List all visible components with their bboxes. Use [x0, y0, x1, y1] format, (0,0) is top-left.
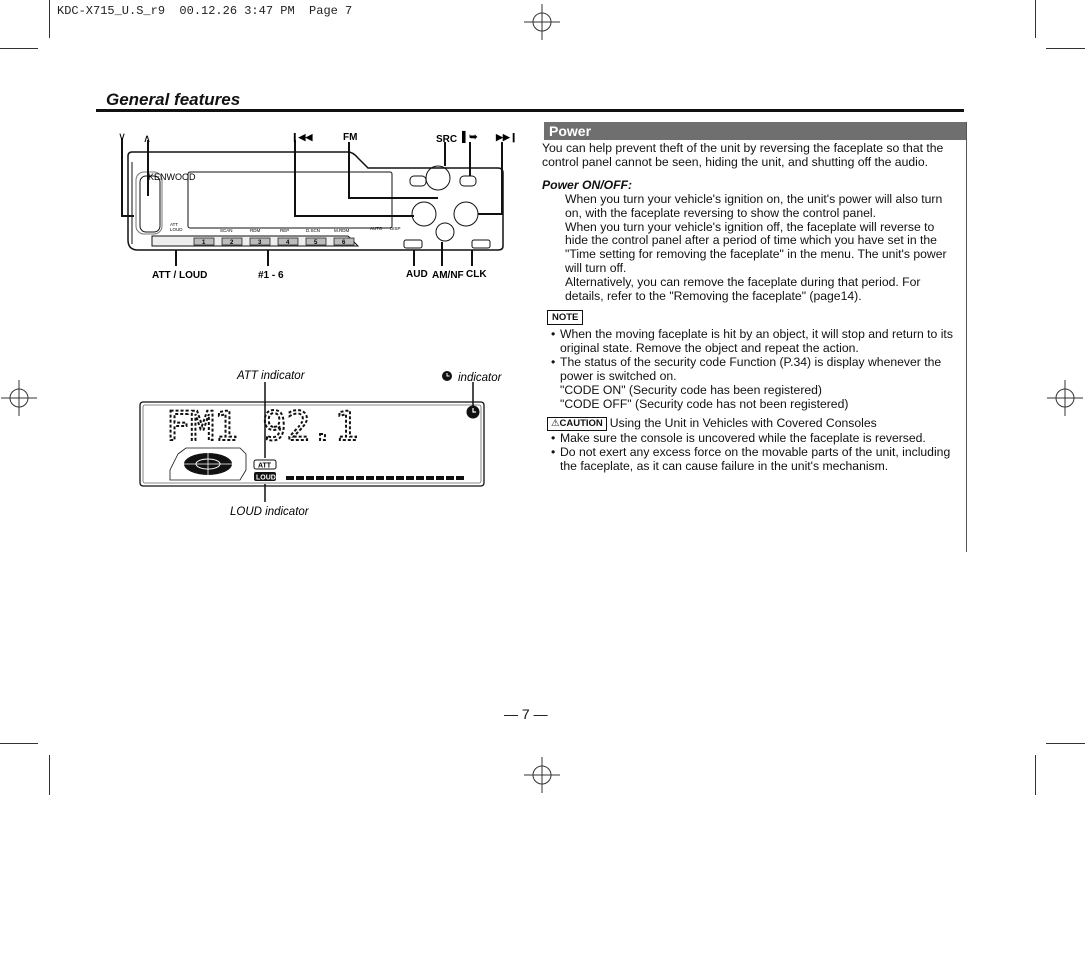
bullet-text: Make sure the console is uncovered while the faceplate is reversed.: [560, 431, 926, 446]
registration-mark-icon: [524, 757, 560, 793]
level-segment: [316, 476, 324, 480]
title-rule: [96, 109, 964, 112]
down-arrow-callout: ∨: [118, 131, 127, 143]
level-segment: [336, 476, 344, 480]
level-segment: [366, 476, 374, 480]
prev-track-callout: ❙◀◀: [291, 132, 313, 142]
att-badge: ATT: [258, 462, 272, 470]
fm-callout: FM: [343, 132, 358, 143]
caution-label: ⚠CAUTION: [547, 417, 607, 431]
bullet-text: The status of the security code Function (P.34) is display whenever the power is switched on.: [560, 354, 942, 383]
level-segment: [406, 476, 414, 480]
level-segment: [436, 476, 444, 480]
crop-mark: [1035, 755, 1036, 795]
list-item: • The status of the security code Function (P.34) is display whenever the power is switched on.: [542, 356, 958, 384]
bullet-text: When the moving faceplate is hit by an object, it will stop and return to its original state. Remove the object and repeat the action.: [560, 326, 953, 355]
list-item: • Make sure the console is uncovered while the faceplate is reversed.: [542, 432, 958, 446]
body-paragraph: When you turn your vehicle's ignition on, the unit's power will also turn on, with the faceplate reversing to show the control panel.: [565, 191, 943, 220]
display-diagram: [130, 362, 530, 522]
body-paragraph: Alternatively, you can remove the faceplate during that period. For details, refer to the "Removing the faceplate" (page14).: [565, 275, 921, 304]
level-meter: [286, 476, 464, 480]
registration-mark-icon: [1047, 380, 1083, 416]
preset-number: 3: [258, 240, 262, 246]
att-indicator-label: ATT indicator: [237, 370, 305, 382]
small-label: LOUD: [170, 227, 183, 232]
faceplate-callout: ▌➥: [462, 132, 478, 143]
small-label: SCAN: [220, 228, 233, 233]
level-segment: [396, 476, 404, 480]
level-segment: [456, 476, 464, 480]
level-segment: [346, 476, 354, 480]
caution-heading: [547, 417, 958, 431]
level-segment: [356, 476, 364, 480]
registration-mark-icon: [1, 380, 37, 416]
body-paragraph: When you turn your vehicle's ignition off, the faceplate will reverse to hide the control panel after a period of time which you have set in the "Time setting for removing the faceplate" in the menu. The unit's power will turn off.: [565, 219, 947, 276]
code-status-line: "CODE OFF" (Security code has not been registered): [560, 396, 849, 411]
small-label: D.SCN: [306, 228, 321, 233]
small-label: DISP: [390, 226, 401, 231]
am-nf-callout: AM/NF: [432, 270, 464, 281]
small-label: REP: [280, 228, 290, 233]
code-status-line: "CODE ON" (Security code has been registered): [560, 382, 822, 397]
display-readout: FM1 92.1: [166, 404, 359, 450]
crop-mark: [1046, 743, 1085, 744]
crop-mark: [49, 755, 50, 795]
section-header: Power: [544, 122, 966, 140]
att-loud-callout: ATT / LOUD: [152, 270, 208, 281]
small-label: M.RDM: [334, 228, 350, 233]
level-segment: [326, 476, 334, 480]
preset-number: 1: [202, 240, 206, 246]
preset-number: 4: [286, 240, 290, 246]
intro-paragraph: You can help prevent theft of the unit by reversing the faceplate so that the control panel cannot be seen, hiding the unit, and shutting off the audio.: [542, 141, 944, 169]
column-rule: [966, 122, 967, 552]
level-segment: [376, 476, 384, 480]
level-segment: [446, 476, 454, 480]
file-slug: KDC-X715_U.S_r9 00.12.26 3:47 PM Page 7: [57, 4, 353, 18]
level-segment: [306, 476, 314, 480]
preset-number: 5: [314, 240, 318, 246]
list-item: • When the moving faceplate is hit by an object, it will stop and return to its original state. Remove the object and repeat the action.: [542, 328, 958, 356]
presets-callout: #1 - 6: [258, 270, 284, 281]
faceplate-diagram: [108, 128, 523, 288]
preset-number: 2: [230, 240, 234, 246]
crop-mark: [49, 0, 50, 38]
small-label: ATT: [170, 222, 179, 227]
list-item: • Do not exert any excess force on the movable parts of the unit, including the faceplate, as it can cause failure in the unit's mechanism.: [542, 446, 958, 474]
loud-badge: LOUD: [256, 474, 276, 482]
up-arrow-callout: ∧: [143, 133, 152, 145]
clk-callout: CLK: [466, 269, 487, 280]
speaker-icon: [184, 453, 232, 475]
crop-mark: [1046, 48, 1085, 49]
clock-indicator-label: indicator: [458, 372, 502, 384]
page-number: — 7 —: [504, 706, 548, 722]
small-label: RDM: [250, 228, 261, 233]
crop-mark: [0, 743, 38, 744]
next-track-callout: ▶▶❙: [496, 132, 518, 142]
preset-number: 6: [342, 240, 346, 246]
level-segment: [426, 476, 434, 480]
text-column: [542, 142, 958, 474]
level-segment: [286, 476, 294, 480]
crop-mark: [0, 48, 38, 49]
level-segment: [416, 476, 424, 480]
brand-logo: KENWOOD: [148, 172, 196, 182]
page-title: General features: [106, 90, 241, 109]
caution-title: Using the Unit in Vehicles with Covered Consoles: [609, 416, 877, 431]
bullet-text: Do not exert any excess force on the movable parts of the unit, including the faceplate, as it can cause failure in the unit's mechanism.: [560, 445, 951, 474]
registration-mark-icon: [524, 4, 560, 40]
clock-icon: [467, 406, 480, 419]
clock-icon: [442, 371, 452, 381]
small-label: AUTO: [370, 226, 383, 231]
aud-callout: AUD: [406, 269, 428, 280]
src-callout: SRC: [436, 134, 458, 145]
level-segment: [386, 476, 394, 480]
level-segment: [296, 476, 304, 480]
subheading: Power ON/OFF:: [542, 177, 633, 192]
crop-mark: [1035, 0, 1036, 38]
note-label: NOTE: [547, 310, 583, 325]
loud-indicator-label: LOUD indicator: [230, 506, 309, 518]
